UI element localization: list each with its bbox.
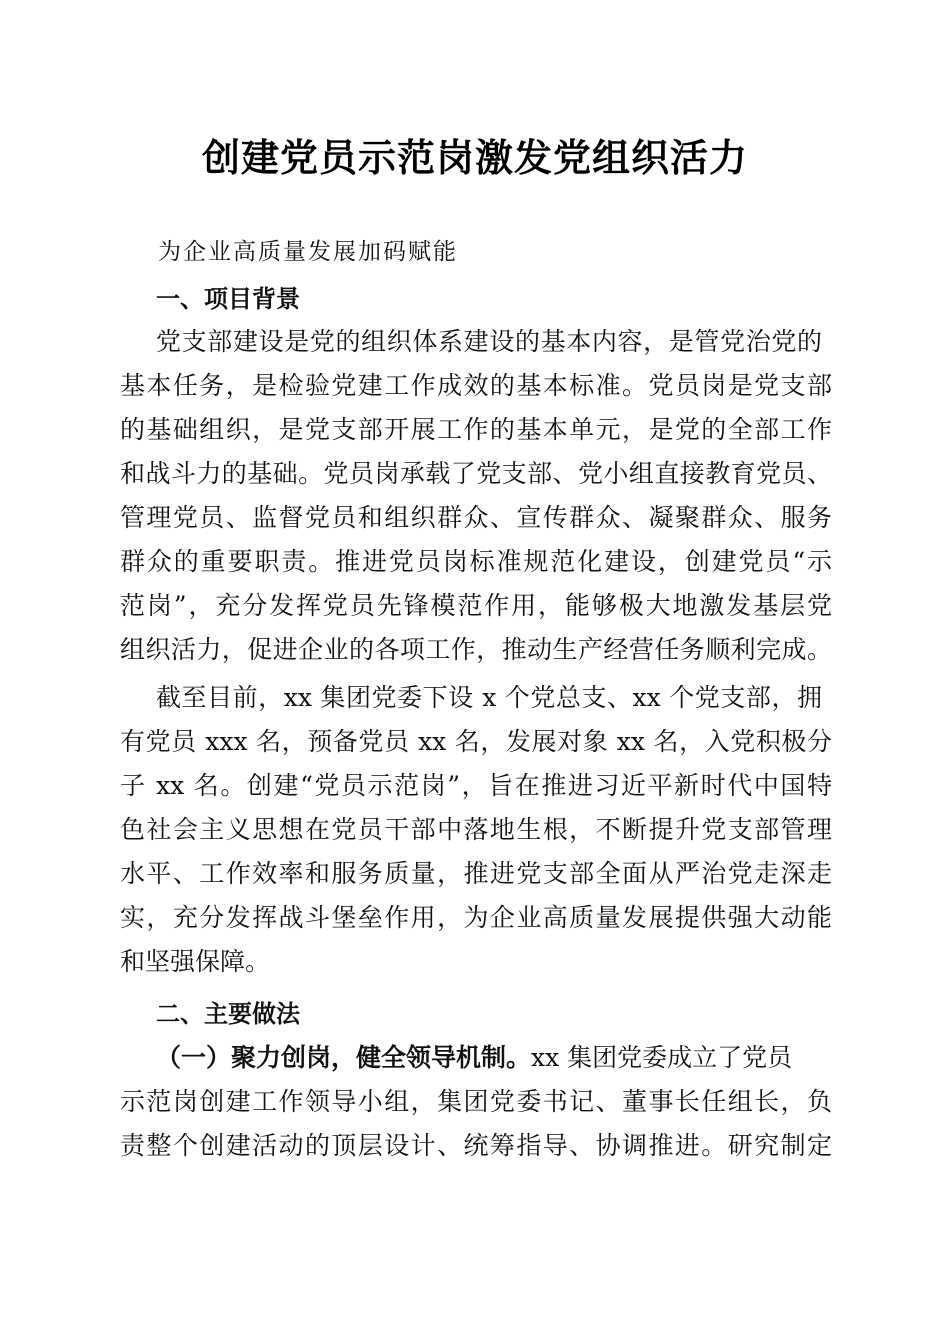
paragraph-line: 水平、工作效率和服务质量，推进党支部全面从严治党走深走 xyxy=(120,859,832,888)
paragraph-line: 实，充分发挥战斗堡垒作用，为企业高质量发展提供强大动能 xyxy=(120,903,832,932)
paragraph-line: 党支部建设是党的组织体系建设的基本内容，是管党治党的 xyxy=(156,327,822,356)
paragraph-line: 群众的重要职责。推进党员岗标准规范化建设，创建党员“示 xyxy=(120,547,832,576)
section-heading-background: 一、项目背景 xyxy=(156,285,300,313)
section-heading-methods: 二、主要做法 xyxy=(156,1000,300,1028)
paragraph-text: xx 集团党委成立了党员 xyxy=(531,1043,793,1072)
paragraph-line xyxy=(156,1040,822,1076)
document-subtitle: 为企业高质量发展加码赋能 xyxy=(158,239,458,265)
paragraph-line: 范岗”，充分发挥党员先锋模范作用，能够极大地激发基层党 xyxy=(120,591,832,620)
document-title: 创建党员示范岗激发党组织活力 xyxy=(201,135,748,180)
paragraph-line: 示范岗创建工作领导小组，集团党委书记、董事长任组长，负 xyxy=(120,1087,832,1116)
paragraph-line: 管理党员、监督党员和组织群众、宣传群众、凝聚群众、服务 xyxy=(120,503,832,532)
subsection-heading: （一）聚力创岗，健全领导机制。 xyxy=(156,1043,532,1072)
paragraph-line: 组织活力，促进企业的各项工作，推动生产经营任务顺利完成。 xyxy=(120,635,832,664)
paragraph-line: 和坚强保障。 xyxy=(120,947,271,976)
paragraph-line: 有党员 xxx 名，预备党员 xx 名，发展对象 xx 名，入党积极分 xyxy=(120,727,832,756)
paragraph-line: 责整个创建活动的顶层设计、统筹指导、协调推进。研究制定 xyxy=(120,1131,832,1160)
paragraph-line: 截至目前，xx 集团党委下设 x 个党总支、xx 个党支部，拥 xyxy=(156,683,822,712)
paragraph-line: 基本任务，是检验党建工作成效的基本标准。党员岗是党支部 xyxy=(120,371,832,400)
paragraph-line: 和战斗力的基础。党员岗承载了党支部、党小组直接教育党员、 xyxy=(120,459,832,488)
paragraph-line: 的基础组织，是党支部开展工作的基本单元，是党的全部工作 xyxy=(120,415,832,444)
paragraph-line: 子 xx 名。创建“党员示范岗”，旨在推进习近平新时代中国特 xyxy=(120,771,832,800)
paragraph-line: 色社会主义思想在党员干部中落地生根，不断提升党支部管理 xyxy=(120,815,832,844)
